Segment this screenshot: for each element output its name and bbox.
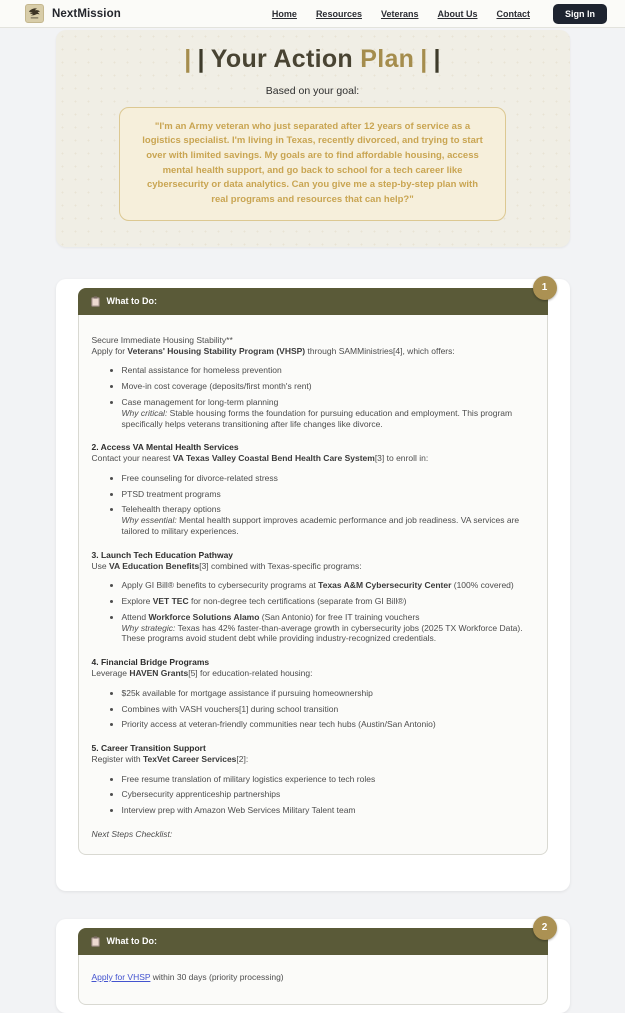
- text-segment: Next Steps Checklist:: [91, 829, 173, 840]
- bullet-item: [122, 596, 534, 607]
- nav-link-resources[interactable]: Resources: [315, 8, 362, 19]
- text-block: [92, 550, 534, 572]
- panel-header: [78, 288, 548, 315]
- nav-link-home[interactable]: Home: [271, 8, 297, 19]
- text-segment: VET TEC: [152, 596, 189, 607]
- bullet-list: [92, 774, 534, 816]
- text-line: [92, 972, 534, 983]
- text-segment: Interview prep with Amazon Web Services Military Talent team: [121, 805, 356, 816]
- text-segment: Attend: [121, 611, 149, 622]
- bullet-item: [122, 580, 534, 591]
- text-line: [122, 504, 534, 515]
- action-card-2: [56, 919, 570, 1013]
- text-line: [92, 453, 534, 464]
- text-segment: TexVet Career Services: [143, 753, 237, 764]
- text-segment: Texas has 42% faster-than-average growth in cybersecurity jobs (2025 TX Workforce Data). These programs avoid student debt while providing industry-recognized credentials.: [121, 622, 523, 644]
- text-line: [122, 397, 534, 408]
- action-cards-container: [56, 279, 570, 1013]
- text-segment: (San Antonio) for free IT training vouchers: [259, 611, 420, 622]
- text-segment: Veterans' Housing Stability Program (VHSP): [127, 345, 306, 356]
- text-segment: within 30 days (priority processing): [150, 971, 284, 982]
- page-title-text: Your Action: [210, 45, 353, 73]
- section-heading: 5. Career Transition Support: [91, 743, 206, 754]
- step-badge: 2: [533, 916, 557, 940]
- text-line: [122, 580, 534, 591]
- text-line: [122, 473, 534, 484]
- text-line: [122, 774, 534, 785]
- section-heading: 4. Financial Bridge Programs: [91, 657, 210, 668]
- brand-name: NextMission: [52, 7, 121, 20]
- text-line: [122, 489, 534, 500]
- text-segment: Apply GI Bill® benefits to cybersecurity programs at: [121, 580, 319, 591]
- bullet-item: [122, 397, 534, 429]
- text-block: [92, 657, 534, 679]
- section-heading: 3. Launch Tech Education Pathway: [91, 549, 234, 560]
- panel-header: [78, 928, 548, 955]
- action-card-1: [56, 279, 570, 891]
- text-segment: [2]:: [236, 753, 249, 764]
- goal-subtitle: Based on your goal:: [265, 84, 360, 97]
- text-segment: Why strategic:: [121, 622, 176, 633]
- text-segment: HAVEN Grants: [129, 668, 189, 678]
- bullet-item: [122, 719, 534, 730]
- text-segment: Free counseling for divorce-related stress: [121, 472, 278, 483]
- bullet-list: [92, 473, 534, 537]
- bullet-item: [122, 704, 534, 715]
- text-block: [92, 743, 534, 765]
- text-segment: (100% covered): [451, 580, 514, 591]
- panel-title: What to Do:: [106, 296, 157, 307]
- text-segment: Mental health support improves academic performance and job readiness. VA services are tailored to military experiences.: [121, 515, 520, 536]
- text-segment: Leverage: [91, 668, 130, 678]
- step-badge: 1: [533, 276, 557, 300]
- text-segment: [3] combined with Texas-specific programs:: [199, 560, 362, 571]
- nav-link-about-us[interactable]: About Us: [437, 8, 478, 19]
- title-bar-decoration: |: [184, 45, 192, 73]
- text-segment: Apply for: [91, 345, 128, 356]
- bullet-item: [122, 612, 534, 644]
- text-block: [92, 335, 534, 357]
- text-segment: VA Texas Valley Coastal Bend Health Care System: [172, 453, 375, 464]
- bullet-list: [92, 688, 534, 730]
- page-title: [86, 46, 540, 74]
- clipboard-icon: [91, 296, 100, 307]
- text-segment: Cybersecurity apprenticeship partnerships: [121, 789, 281, 800]
- what-to-do-panel: [78, 282, 548, 855]
- apply-for-vhsp-link[interactable]: Apply for VHSP: [91, 971, 151, 982]
- text-line: [122, 612, 534, 623]
- panel-body: [78, 315, 548, 855]
- text-segment: Why critical:: [121, 407, 168, 418]
- text-line: [122, 596, 534, 607]
- nav-link-contact[interactable]: Contact: [496, 8, 530, 19]
- text-line: [92, 668, 534, 679]
- bullet-list: [92, 365, 534, 429]
- bullet-item: [122, 688, 534, 699]
- bullet-item: [122, 504, 534, 536]
- text-segment: Explore: [121, 596, 153, 607]
- text-segment: Combines with VASH vouchers[1] during school transition: [121, 703, 339, 714]
- text-line: [92, 829, 534, 840]
- text-segment: Case management for long-term planning: [121, 396, 279, 407]
- text-segment: Texas A&M Cybersecurity Center: [318, 580, 452, 591]
- text-segment: Move-in cost coverage (deposits/first month's rent): [121, 381, 312, 392]
- bullet-item: [122, 774, 534, 785]
- title-bar-decoration: |: [420, 45, 428, 73]
- text-line: [92, 754, 534, 765]
- bullet-list: [92, 580, 534, 644]
- text-segment: VA Education Benefits: [108, 560, 200, 571]
- text-segment: [3] to enroll in:: [374, 453, 429, 464]
- text-segment: Workforce Solutions Alamo: [148, 611, 260, 622]
- brand-home-link[interactable]: [25, 4, 121, 23]
- text-segment: Telehealth therapy options: [121, 504, 221, 515]
- bullet-item: [122, 489, 534, 500]
- logo-eagle-icon: [25, 4, 44, 23]
- clipboard-icon: [91, 936, 100, 947]
- text-line: [122, 365, 534, 376]
- text-line: [122, 408, 534, 430]
- title-bar-decoration: |: [433, 45, 441, 73]
- text-segment: Rental assistance for homeless prevention: [121, 365, 282, 376]
- text-line: [122, 805, 534, 816]
- panel-body: [78, 955, 548, 1005]
- what-to-do-panel: [78, 922, 548, 1005]
- text-line: [122, 515, 534, 537]
- hero-section: [56, 30, 570, 247]
- text-segment: through SAMMinistries[4], which offers:: [305, 345, 455, 356]
- text-segment: Free resume translation of military logistics experience to tech roles: [121, 773, 376, 784]
- text-segment: Stable housing forms the foundation for pursuing education and employment. This program specifically helps veterans transitioning after life changes like divorce.: [121, 407, 513, 429]
- section-heading: 2. Access VA Mental Health Services: [91, 442, 239, 453]
- nav-links: [272, 4, 607, 24]
- bullet-item: [122, 805, 534, 816]
- text-line: [122, 623, 534, 645]
- text-segment: Why essential:: [121, 515, 177, 526]
- text-segment: for non-degree tech certifications (separate from GI Bill®): [188, 596, 407, 607]
- text-line: [122, 381, 534, 392]
- text-line: [122, 688, 534, 699]
- text-segment: Register with: [91, 753, 143, 764]
- text-block: [92, 829, 534, 840]
- text-segment: Contact your nearest: [91, 453, 173, 464]
- sign-in-button[interactable]: Sign In: [553, 4, 607, 24]
- text-line: [122, 719, 534, 730]
- text-segment: $25k available for mortgage assistance if pursuing homeownership: [121, 687, 373, 698]
- text-segment: PTSD treatment programs: [121, 488, 221, 499]
- text-line: [92, 335, 534, 346]
- bullet-item: [122, 789, 534, 800]
- page-title-accent: Plan: [360, 45, 415, 73]
- bullet-item: [122, 365, 534, 376]
- text-segment: Use: [91, 560, 109, 571]
- panel-title: What to Do:: [106, 936, 157, 947]
- user-goal-quote: "I'm an Army veteran who just separated after 12 years of service as a logistics specialist. I'm living in Texas, recently divorced, and trying to start over with limited savings. My goals are to find affordable housing, access mental health support, and go back to school for a tech career like cybersecurity or data analytics. Can you give me a step-by-step plan with real programs and resources that can help?": [119, 107, 506, 221]
- text-segment: Secure Immediate Housing Stability**: [91, 334, 233, 345]
- text-segment: [5] for education-related housing:: [188, 668, 313, 678]
- text-segment: Priority access at veteran-friendly communities near tech hubs (Austin/San Antonio): [121, 719, 436, 730]
- text-line: [122, 789, 534, 800]
- text-line: [92, 346, 534, 357]
- title-bar-decoration: |: [197, 45, 205, 73]
- navbar: [0, 0, 625, 28]
- text-line: [92, 561, 534, 572]
- text-line: [122, 704, 534, 715]
- bullet-item: [122, 473, 534, 484]
- nav-link-veterans[interactable]: Veterans: [380, 8, 419, 19]
- bullet-item: [122, 381, 534, 392]
- text-block: [92, 442, 534, 464]
- text-block: [92, 972, 534, 983]
